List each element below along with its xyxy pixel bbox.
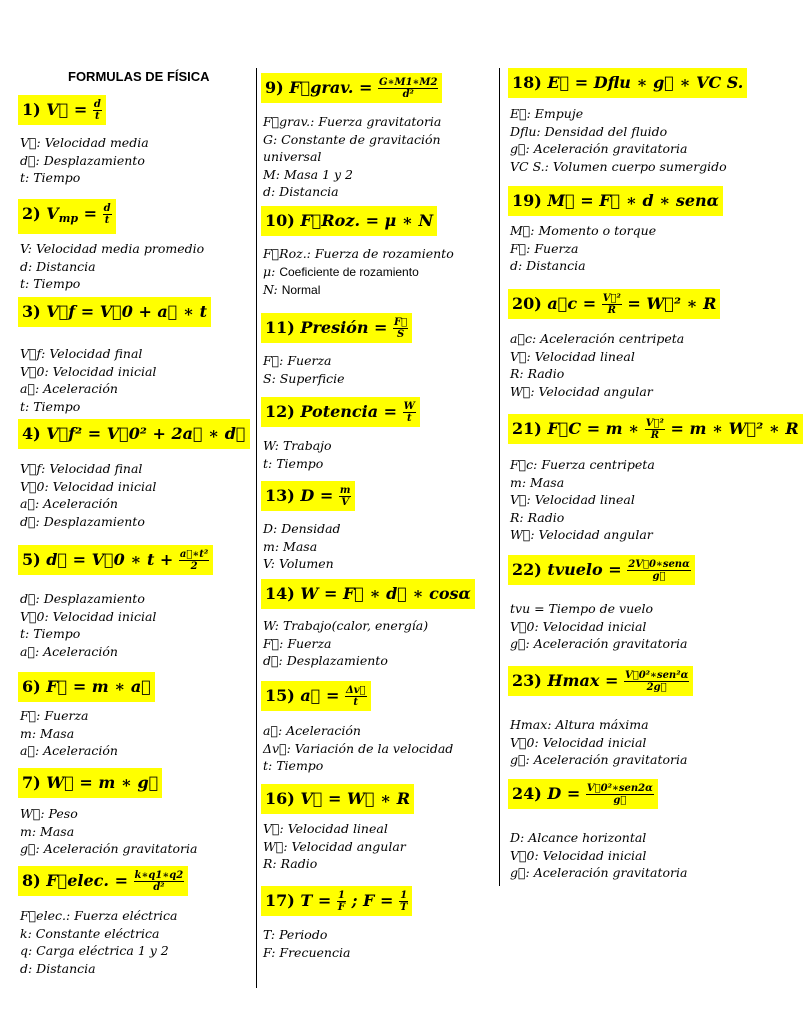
formula-number: 24) — [512, 784, 542, 803]
formula-number: 20) — [512, 294, 542, 313]
definition-line: V⃗f: Velocidad final — [20, 346, 143, 361]
fraction — [345, 685, 367, 708]
definitions-5 — [20, 590, 156, 660]
formula-number: 9) — [265, 78, 284, 97]
fraction-denominator: t — [406, 413, 412, 424]
definition-line — [263, 281, 454, 300]
formula-18 — [508, 68, 747, 98]
definition-line: V⃗f: Velocidad final — [20, 461, 143, 476]
fraction-numerator: W — [403, 401, 415, 412]
definitions-1 — [20, 134, 149, 187]
fraction — [378, 77, 438, 100]
definition-line: W: Trabajo(calor, energía) — [263, 618, 429, 633]
definition-line: V⃗: Velocidad media — [20, 135, 149, 150]
definition-line: R: Radio — [510, 509, 565, 525]
definition-line: W⃗: Peso — [20, 806, 78, 821]
formula-7 — [18, 768, 162, 798]
fraction-denominator: F — [337, 902, 345, 913]
formula-number: 10) — [265, 211, 295, 230]
formula-lhs: D = — [547, 784, 581, 803]
definition-line: d⃗: Desplazamiento — [20, 591, 145, 606]
definition-line: V⃗0: Velocidad inicial — [510, 847, 647, 863]
formula-number: 22) — [512, 560, 542, 579]
fraction-numerator: V⃗² — [645, 418, 664, 429]
formula-number: 15) — [265, 686, 295, 705]
definition-line: g⃗: Aceleración gravitatoria — [510, 752, 688, 768]
definition-line: V⃗0: Velocidad inicial — [20, 608, 157, 624]
definition-line: Δv⃗: Variación de la velocidad — [263, 740, 454, 756]
fraction — [337, 890, 346, 913]
definition-line: W: Trabajo — [263, 438, 332, 453]
definition-line: V⃗0: Velocidad inicial — [20, 363, 157, 379]
formula-rhs: = W⃗² ∗ R — [627, 294, 717, 313]
definition-line: t: Tiempo — [263, 758, 324, 774]
fraction-denominator: t — [353, 697, 359, 708]
fraction — [403, 401, 416, 424]
formula-expression: E⃗ = Dflu ∗ g⃗ ∗ VC S. — [547, 73, 744, 92]
definition-line: V⃗0: Velocidad inicial — [510, 734, 647, 750]
column-divider-right — [499, 68, 500, 886]
fraction-numerator: 2V⃗0∗senα — [628, 559, 690, 570]
fraction-numerator: G∗M1∗M2 — [379, 77, 438, 88]
definition-text: Coeficiente de rozamiento — [279, 264, 419, 279]
definition-line: a⃗: Aceleración — [20, 743, 118, 759]
definition-line: tvu = Tiempo de vuelo — [510, 601, 654, 616]
fraction-numerator: V⃗0²∗sen²α — [624, 670, 689, 681]
fraction-denominator: S — [396, 329, 405, 340]
definitions-10 — [263, 245, 454, 300]
formula-number: 23) — [512, 671, 542, 690]
fraction-numerator: V⃗² — [602, 293, 621, 304]
formula-24 — [508, 779, 658, 809]
formula-number: 13) — [265, 486, 295, 505]
formula-expression: F⃗Roz. = μ ∗ N — [300, 211, 434, 230]
definition-line: F⃗elec.: Fuerza eléctrica — [20, 908, 178, 923]
formula-number: 8) — [22, 871, 41, 890]
definitions-11 — [263, 352, 344, 387]
column-divider-left — [256, 68, 257, 988]
fraction-numerator: 1 — [400, 890, 408, 901]
page-title: FORMULAS DE FÍSICA — [68, 69, 210, 84]
formula-23 — [508, 666, 693, 696]
fraction — [627, 559, 691, 582]
definitions-4 — [20, 460, 156, 530]
formula-expression: M⃗ = F⃗ ∗ d ∗ senα — [547, 191, 719, 210]
definition-line: E⃗: Empuje — [510, 106, 584, 121]
formula-number: 3) — [22, 302, 41, 321]
definition-line: V⃗0: Velocidad inicial — [510, 618, 647, 634]
definition-line: T: Periodo — [263, 927, 328, 942]
formula-21 — [508, 414, 803, 444]
definition-line: D: Alcance horizontal — [510, 830, 647, 845]
formula-rhs: ; F = — [351, 891, 394, 910]
formula-expression: W = F⃗ ∗ d⃗ ∗ cosα — [300, 584, 471, 603]
fraction-denominator: T — [399, 902, 408, 913]
definition-line: F⃗c: Fuerza centripeta — [510, 457, 655, 472]
fraction-numerator: d — [103, 203, 111, 214]
fraction-numerator: k∗q1∗q2 — [134, 870, 184, 881]
definitions-6 — [20, 707, 118, 760]
definitions-20 — [510, 330, 684, 400]
formula-19 — [508, 186, 723, 216]
formula-lhs: V — [46, 204, 59, 223]
definition-line: a⃗c: Aceleración centripeta — [510, 331, 685, 346]
formula-expression: V⃗f = V⃗0 + a⃗ ∗ t — [46, 302, 207, 321]
definition-line: g⃗: Aceleración gravitatoria — [20, 841, 198, 857]
formula-number: 5) — [22, 550, 41, 569]
definition-symbol: N: — [263, 282, 278, 298]
formula-equals: = — [78, 204, 98, 223]
definition-line: W⃗: Velocidad angular — [510, 527, 653, 543]
formula-number: 12) — [265, 402, 295, 421]
formula-lhs: V⃗ = — [46, 100, 88, 119]
definitions-21 — [510, 456, 655, 544]
definition-text: Normal — [281, 283, 321, 298]
formula-number: 18) — [512, 73, 542, 92]
definition-line: d⃗: Desplazamiento — [20, 513, 145, 529]
formula-number: 6) — [22, 677, 41, 696]
fraction — [134, 870, 185, 893]
definition-line: S: Superficie — [263, 370, 345, 386]
fraction — [586, 783, 654, 806]
formula-11 — [261, 313, 412, 343]
definitions-13 — [263, 520, 341, 573]
formula-expression: V⃗f² = V⃗0² + 2a⃗ ∗ d⃗ — [46, 424, 246, 443]
definition-line: G: Constante de gravitación — [263, 131, 441, 147]
definition-line: t: Tiempo — [20, 626, 81, 642]
formula-lhs: Potencia = — [300, 402, 398, 421]
formula-13 — [261, 481, 355, 511]
formula-20 — [508, 289, 720, 319]
definition-line: Dflu: Densidad del fluido — [510, 123, 668, 139]
formula-lhs: d⃗ = V⃗0 ∗ t + — [46, 550, 174, 569]
fraction-denominator: g⃗ — [613, 795, 627, 806]
definition-line: V⃗0: Velocidad inicial — [20, 478, 157, 494]
definition-line: m: Masa — [263, 538, 318, 554]
definition-line: R: Radio — [263, 856, 318, 872]
formula-22 — [508, 555, 695, 585]
formula-lhs: a⃗ = — [300, 686, 340, 705]
definition-line: m: Masa — [20, 725, 75, 741]
formula-lhs: tvuelo = — [547, 560, 622, 579]
definition-line: g⃗: Aceleración gravitatoria — [510, 636, 688, 652]
definition-line: a⃗: Aceleración — [20, 496, 118, 512]
formula-16 — [261, 784, 414, 814]
formula-3 — [18, 297, 211, 327]
formula-expression: W⃗ = m ∗ g⃗ — [46, 773, 159, 792]
formula-6 — [18, 672, 155, 702]
definition-line: d⃗: Desplazamiento — [263, 653, 388, 669]
formula-lhs: a⃗c = — [547, 294, 597, 313]
formula-lhs: F⃗grav. = — [289, 78, 373, 97]
fraction-denominator: t — [95, 111, 100, 122]
formula-lhs: D = — [300, 486, 334, 505]
definitions-16 — [263, 820, 406, 873]
definition-line: q: Carga eléctrica 1 y 2 — [20, 943, 169, 959]
formula-subscript: mp — [58, 212, 79, 225]
definition-line: V⃗: Velocidad lineal — [510, 492, 635, 508]
definitions-9 — [263, 113, 441, 201]
definition-line: F⃗Roz.: Fuerza de rozamiento — [263, 246, 454, 261]
formula-lhs: F⃗elec. = — [46, 871, 128, 890]
definitions-19 — [510, 222, 656, 275]
definition-line: d: Distancia — [20, 960, 96, 976]
definition-line: k: Constante eléctrica — [20, 925, 160, 941]
definition-line: Hmax: Altura máxima — [510, 717, 649, 732]
formula-number: 21) — [512, 419, 542, 438]
formula-10 — [261, 206, 437, 236]
fraction-denominator: 2g⃗ — [646, 682, 667, 693]
formula-5 — [18, 545, 213, 575]
formula-expression: V⃗ = W⃗ ∗ R — [300, 789, 411, 808]
definition-line: W⃗: Velocidad angular — [510, 383, 653, 399]
definitions-15 — [263, 722, 453, 775]
fraction-numerator: m — [339, 485, 351, 496]
fraction — [103, 203, 112, 226]
formula-number: 2) — [22, 204, 41, 223]
definitions-18 — [510, 105, 727, 175]
formula-number: 4) — [22, 424, 41, 443]
definitions-8 — [20, 907, 177, 977]
definition-line: F⃗grav.: Fuerza gravitatoria — [263, 114, 442, 129]
formula-4 — [18, 419, 250, 449]
fraction — [339, 485, 352, 508]
definition-line: m: Masa — [510, 474, 565, 490]
definition-line: F: Frecuencia — [263, 944, 351, 960]
formula-number: 19) — [512, 191, 542, 210]
definition-line: a⃗: Aceleración — [20, 381, 118, 397]
fraction — [93, 99, 102, 122]
definitions-17 — [263, 926, 350, 961]
fraction — [399, 890, 408, 913]
fraction-denominator: 2 — [190, 561, 198, 572]
definition-line — [263, 263, 454, 282]
definitions-12 — [263, 437, 332, 472]
definition-line: V: Volumen — [263, 556, 334, 572]
definition-line: D: Densidad — [263, 521, 341, 536]
definition-line: t: Tiempo — [263, 455, 324, 471]
definition-line: d: Distancia — [20, 258, 96, 274]
formula-lhs: T = — [300, 891, 332, 910]
formula-expression: F⃗ = m ∗ a⃗ — [46, 677, 151, 696]
formula-rhs: = m ∗ W⃗² ∗ R — [670, 419, 799, 438]
fraction — [624, 670, 689, 693]
fraction-denominator: R — [607, 305, 616, 316]
formula-15 — [261, 681, 371, 711]
formula-number: 11) — [265, 318, 295, 337]
definitions-7 — [20, 805, 197, 858]
definition-line: M: Masa 1 y 2 — [263, 166, 353, 182]
definition-line: d: Distancia — [510, 258, 586, 274]
definition-line: V⃗: Velocidad lineal — [263, 821, 388, 836]
formula-2 — [18, 199, 116, 234]
definition-line: R: Radio — [510, 366, 565, 382]
definition-line: F⃗: Fuerza — [263, 635, 332, 651]
formula-number: 1) — [22, 100, 41, 119]
fraction-numerator: a⃗∗t² — [179, 549, 209, 560]
fraction-numerator: F⃗ — [394, 317, 408, 328]
formula-1 — [18, 95, 106, 125]
definition-symbol: μ: — [263, 263, 276, 279]
definitions-3 — [20, 345, 156, 415]
definitions-22 — [510, 600, 687, 653]
fraction-numerator: V⃗0²∗sen2α — [586, 783, 653, 794]
definition-line: universal — [263, 149, 322, 165]
fraction-numerator: 1 — [337, 890, 345, 901]
fraction-denominator: d² — [153, 882, 165, 893]
fraction-numerator: d — [93, 99, 101, 110]
formula-12 — [261, 397, 420, 427]
fraction — [393, 317, 408, 340]
formula-9 — [261, 73, 442, 103]
definition-line: M⃗: Momento o torque — [510, 223, 657, 238]
definition-line: g⃗: Aceleración gravitatoria — [510, 141, 688, 157]
formula-lhs: F⃗C = m ∗ — [547, 419, 640, 438]
fraction — [602, 293, 622, 316]
definition-line: a⃗: Aceleración — [20, 643, 118, 659]
definition-line: g⃗: Aceleración gravitatoria — [510, 865, 688, 881]
fraction-denominator: d² — [402, 89, 414, 100]
definitions-24 — [510, 829, 687, 882]
formula-number: 17) — [265, 891, 295, 910]
definition-line: t: Tiempo — [20, 398, 81, 414]
definitions-23 — [510, 716, 687, 769]
definition-line: F⃗: Fuerza — [510, 240, 579, 256]
definition-line: d: Distancia — [263, 184, 339, 200]
definition-line: V⃗: Velocidad lineal — [510, 348, 635, 364]
fraction — [179, 549, 209, 572]
formula-number: 7) — [22, 773, 41, 792]
definition-line: m: Masa — [20, 823, 75, 839]
fraction-denominator: R — [650, 430, 660, 441]
definition-line: F⃗: Fuerza — [263, 353, 332, 368]
definitions-14 — [263, 617, 428, 670]
formula-14 — [261, 579, 475, 609]
formula-8 — [18, 866, 188, 896]
formula-lhs: Presión = — [300, 318, 388, 337]
fraction — [645, 418, 665, 441]
definitions-2 — [20, 240, 204, 293]
definition-line: F⃗: Fuerza — [20, 708, 89, 723]
definition-line: V: Velocidad media promedio — [20, 241, 205, 256]
definition-line: d⃗: Desplazamiento — [20, 152, 145, 168]
definition-line: t: Tiempo — [20, 276, 81, 292]
definition-line: a⃗: Aceleración — [263, 723, 361, 738]
definition-line: t: Tiempo — [20, 170, 81, 186]
formula-number: 16) — [265, 789, 295, 808]
fraction-numerator: Δv⃗ — [345, 685, 366, 696]
formula-number: 14) — [265, 584, 295, 603]
definition-line: VC S.: Volumen cuerpo sumergido — [510, 158, 727, 174]
definition-line: W⃗: Velocidad angular — [263, 838, 406, 854]
fraction-denominator: g⃗ — [652, 571, 666, 582]
formula-17 — [261, 886, 412, 916]
fraction-denominator: V — [341, 497, 350, 508]
fraction-denominator: t — [104, 215, 110, 226]
formula-lhs: Hmax = — [547, 671, 619, 690]
